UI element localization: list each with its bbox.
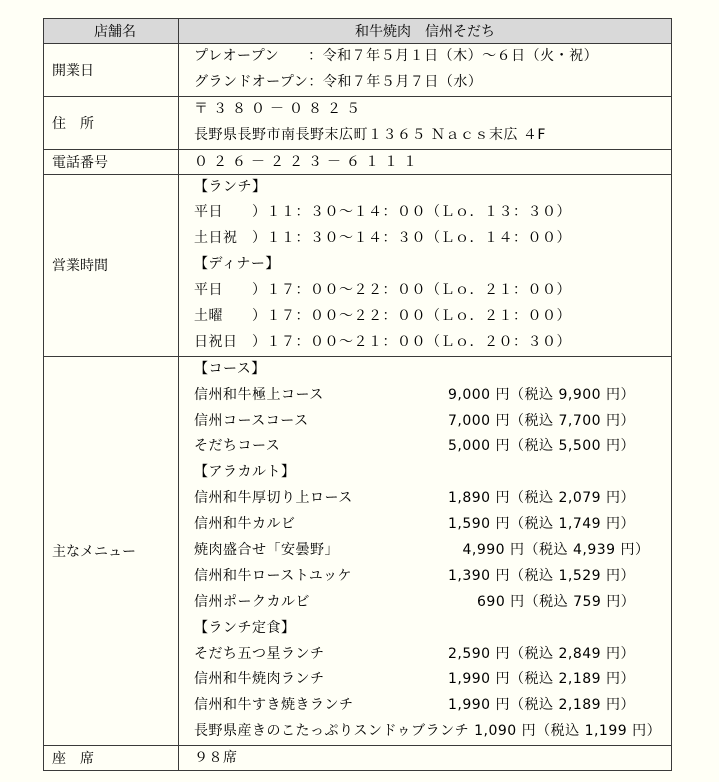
menu-section-heading: 【アラカルト】 [194, 464, 296, 481]
menu-item-name: 信州和牛すき焼きランチ [194, 697, 354, 714]
hours-line: 土日祝 ）１１：３０～１４：３０（Ｌｏ．１４：００） [194, 230, 571, 247]
menu-item-price: 1,890 円（税込 2,079 円） [448, 490, 636, 507]
store-name-row [44, 19, 672, 44]
menu-item-name: そだちコース [194, 438, 281, 455]
menu-item [194, 383, 671, 409]
menu-item-price: 5,000 円（税込 5,500 円） [448, 438, 636, 455]
menu-item [194, 564, 671, 590]
hours-row [44, 174, 672, 356]
hours-content [179, 174, 672, 356]
address-label: 住 所 [44, 96, 179, 149]
menu-item-price: 9,000 円（税込 9,900 円） [448, 386, 636, 403]
hours-heading: 【ディナー】 [194, 256, 280, 273]
street-address: 長野県長野市南長野末広町１３６５ Ｎａｃｓ末広 ４F [194, 126, 546, 143]
menu-item [194, 693, 671, 719]
seats-value: ９８席 [194, 750, 238, 767]
menu-row [44, 356, 672, 745]
opening-row [44, 44, 672, 97]
seats-label: 座 席 [44, 746, 179, 771]
menu-item [194, 538, 671, 564]
opening-content [179, 44, 672, 97]
phone-row [44, 149, 672, 174]
hours-line: 平日 ）１１：３０～１４：００（Ｌｏ．１３：３０） [194, 204, 571, 221]
opening-label: 開業日 [44, 44, 179, 97]
menu-section-heading: 【ランチ定食】 [194, 619, 296, 636]
store-name-value: 和牛焼肉 信州そだち [179, 19, 672, 44]
menu-item-price: 1,390 円（税込 1,529 円） [448, 567, 636, 584]
menu-item-price: 1,590 円（税込 1,749 円） [448, 516, 636, 533]
opening-line: グランドオープン：令和７年５月７日（水） [194, 73, 483, 90]
menu-item-price: 690 円（税込 759 円） [448, 593, 636, 610]
seats-content [179, 746, 672, 771]
menu-item-price: 1,990 円（税込 2,189 円） [448, 697, 636, 714]
menu-item-name: 信州和牛厚切り上ロース [194, 490, 353, 507]
menu-content [179, 356, 672, 745]
address-content [179, 96, 672, 149]
menu-item-name: 信州和牛ローストユッケ [194, 567, 352, 584]
menu-item-name: 信州和牛極上コース [194, 386, 324, 403]
hours-line: 平日 ）１７：００～２２：００（Ｌｏ．２１：００） [194, 282, 571, 299]
menu-item-name: 焼肉盛合せ「安曇野」 [194, 542, 339, 559]
menu-item-name: そだち五つ星ランチ [194, 645, 325, 662]
store-info-table [43, 18, 672, 771]
menu-item-name: 信州和牛カルビ [194, 516, 296, 533]
menu-item [194, 590, 671, 616]
menu-item-full: 長野県産きのこたっぷりスンドゥブランチ 1,090 円（税込 1,199 円） [194, 723, 662, 740]
menu-item-name: 信州和牛焼肉ランチ [194, 671, 325, 688]
menu-item [194, 642, 671, 668]
menu-item [194, 486, 671, 512]
menu-item [194, 512, 671, 538]
menu-item-name: 信州コースコース [194, 412, 309, 429]
menu-item-price: 1,990 円（税込 2,189 円） [448, 671, 636, 688]
menu-item-price: 2,590 円（税込 2,849 円） [448, 645, 636, 662]
seats-row [44, 746, 672, 771]
menu-item [194, 667, 671, 693]
store-name-label: 店舗名 [44, 19, 179, 44]
menu-item [194, 434, 671, 460]
menu-item [194, 409, 671, 435]
menu-item-price: 7,000 円（税込 7,700 円） [448, 412, 636, 429]
hours-label: 営業時間 [44, 174, 179, 356]
menu-section-heading: 【コース】 [194, 360, 266, 377]
hours-heading: 【ランチ】 [194, 178, 267, 195]
phone-label: 電話番号 [44, 149, 179, 174]
menu-label: 主なメニュー [44, 356, 179, 745]
opening-line: プレオープン ：令和７年５月１日（木）～６日（火・祝） [194, 48, 599, 64]
menu-item-name: 信州ポークカルビ [194, 593, 310, 610]
postal-code: 〒３８０－０８２５ [194, 100, 365, 117]
address-row [44, 96, 672, 149]
phone-content [179, 149, 672, 174]
hours-line: 日祝日 ）１７：００～２１：００（Ｌｏ．２０：３０） [194, 333, 571, 350]
menu-item-price: 4,990 円（税込 4,939 円） [448, 542, 650, 559]
phone-number: ０２６－２２３－６１１１ [194, 153, 422, 170]
hours-line: 土曜 ）１７：００～２２：００（Ｌｏ．２１：００） [194, 308, 571, 325]
